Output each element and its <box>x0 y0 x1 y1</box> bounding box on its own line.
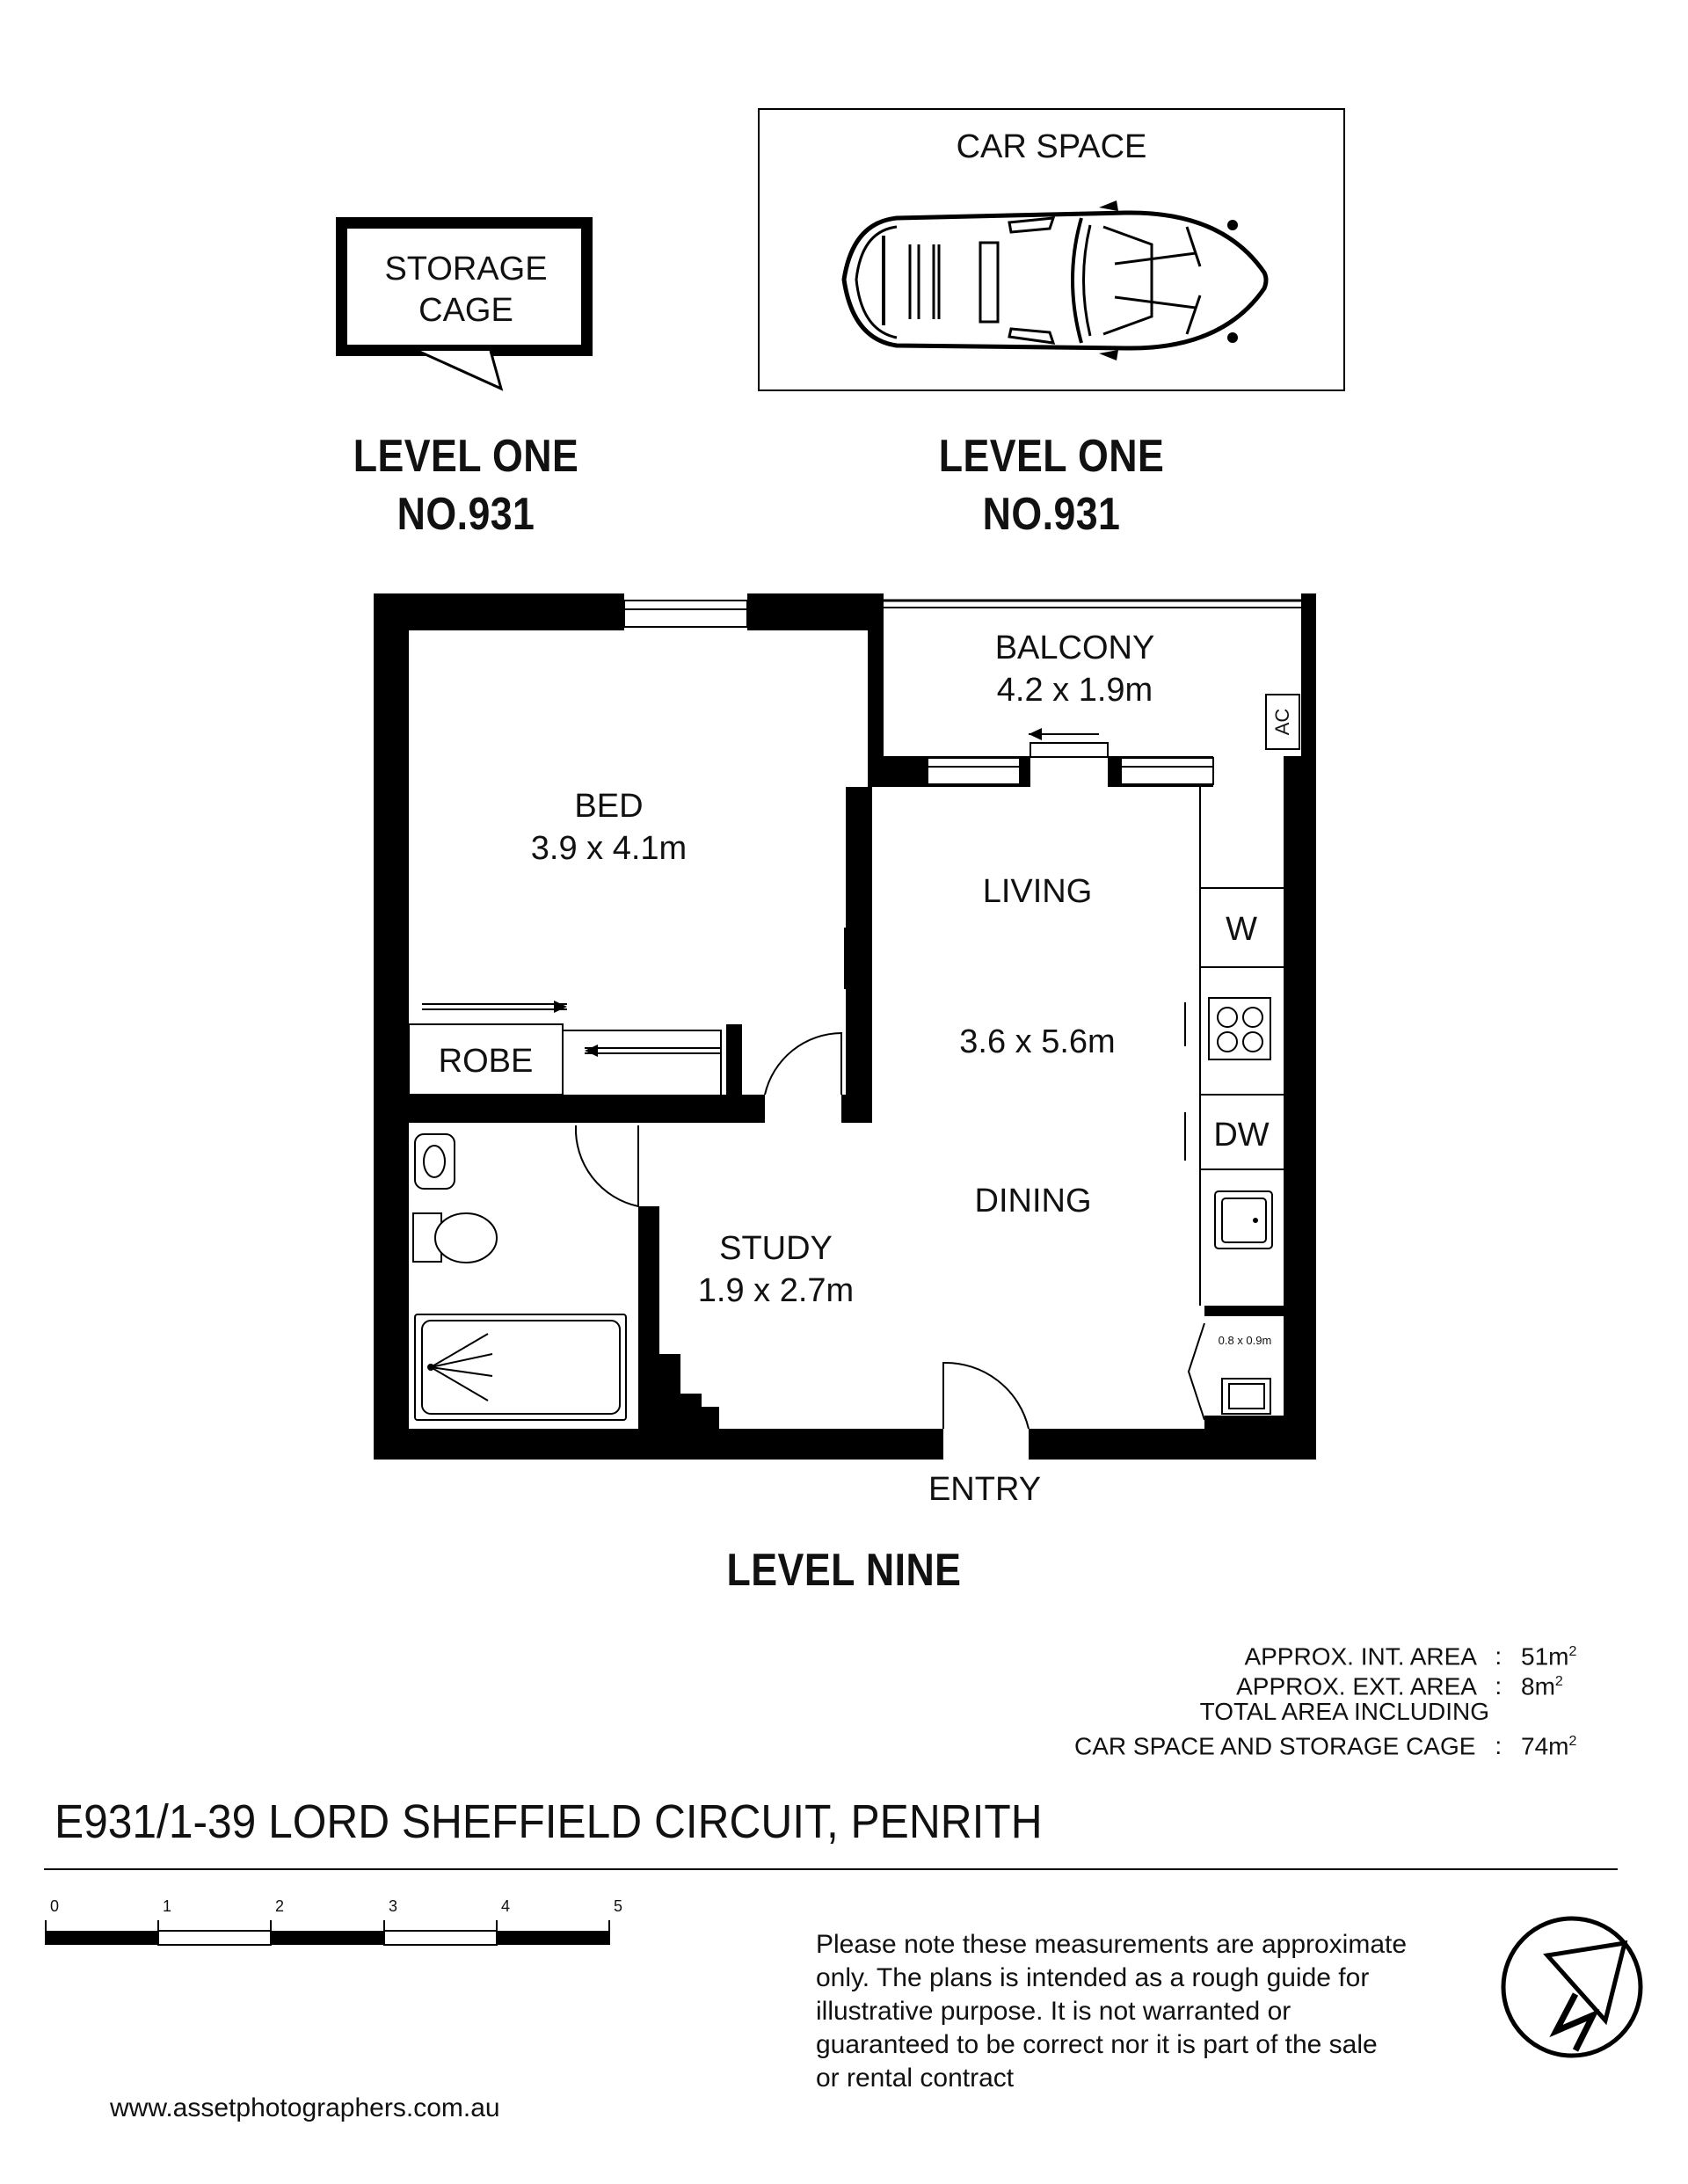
scale-tick-5: 5 <box>613 1897 622 1915</box>
dishwasher-label: DW <box>1213 1117 1270 1154</box>
ext-area-value <box>1521 1667 1582 1701</box>
car-level-title: LEVEL ONE <box>938 431 1165 482</box>
total-area-label-2: CAR SPACE AND STORAGE CAGE <box>1074 1732 1476 1760</box>
bed-size: 3.9 x 4.1m <box>530 830 688 867</box>
total-area-value <box>1521 1727 1582 1761</box>
storage-cage-label-1: STORAGE <box>384 251 548 288</box>
living-size: 3.6 x 5.6m <box>959 1023 1116 1060</box>
robe-label: ROBE <box>438 1043 534 1080</box>
address-title: E931/1-39 LORD SHEFFIELD CIRCUIT, PENRITH <box>55 1795 1043 1848</box>
disclaimer-line-4: guaranteed to be correct nor it is part of the sale <box>816 2030 1378 2059</box>
study-size: 1.9 x 2.7m <box>697 1272 855 1309</box>
ext-area-unit: 2 <box>1554 1674 1563 1689</box>
living-label: LIVING <box>982 873 1093 910</box>
disclaimer-line-3: illustrative purpose. It is not warranted or <box>816 1997 1291 2026</box>
ext-area-label: APPROX. EXT. AREA <box>1236 1672 1476 1700</box>
ac-label: AC <box>1271 708 1293 736</box>
floor-level-title: LEVEL NINE <box>726 1545 962 1596</box>
disclaimer-line-1: Please note these measurements are approximate <box>816 1930 1408 1959</box>
scale-graphic <box>26 1918 642 1954</box>
north-arrow-icon <box>1495 1910 1653 2068</box>
total-area-row <box>1074 1727 1582 1761</box>
int-area-number: 51m <box>1521 1642 1569 1671</box>
total-area-unit: 2 <box>1568 1734 1577 1749</box>
washer-label: W <box>1226 911 1257 948</box>
laundry-size: 0.8 x 0.9m <box>1218 1334 1272 1347</box>
total-area-number: 74m <box>1521 1732 1569 1760</box>
disclaimer-line-2: only. The plans is intended as a rough guide for <box>816 1963 1370 1992</box>
scale-tick-0: 0 <box>49 1897 59 1915</box>
website-link[interactable]: www.assetphotographers.com.au <box>110 2093 500 2122</box>
ext-area-sep: : <box>1495 1672 1502 1700</box>
total-area-label-1: TOTAL AREA INCLUDING <box>1199 1698 1489 1725</box>
int-area-sep: : <box>1495 1642 1502 1671</box>
entry-label: ENTRY <box>928 1471 1042 1508</box>
scale-tick-4: 4 <box>500 1897 510 1915</box>
total-area-sep: : <box>1495 1732 1502 1760</box>
int-area-unit: 2 <box>1568 1644 1577 1659</box>
disclaimer-line-5: or rental contract <box>816 2064 1015 2093</box>
car-number-title: NO.931 <box>982 489 1121 540</box>
car-space-label: CAR SPACE <box>956 128 1147 165</box>
balcony-size: 4.2 x 1.9m <box>996 672 1153 709</box>
scale-tick-1: 1 <box>162 1897 171 1915</box>
scale-tick-3: 3 <box>388 1897 397 1915</box>
study-label: STUDY <box>719 1230 833 1267</box>
scale-bar <box>26 1890 642 1961</box>
dining-label: DINING <box>974 1183 1092 1219</box>
bed-label: BED <box>574 788 644 825</box>
storage-cage-label-2: CAGE <box>418 292 513 329</box>
storage-level-title: LEVEL ONE <box>353 431 579 482</box>
scale-tick-2: 2 <box>274 1897 284 1915</box>
area-summary <box>1055 1637 1582 1769</box>
storage-number-title: NO.931 <box>397 489 535 540</box>
address-rule <box>44 1868 1618 1870</box>
balcony-label: BALCONY <box>994 630 1155 666</box>
int-area-label: APPROX. INT. AREA <box>1244 1642 1476 1671</box>
ext-area-number: 8m <box>1521 1672 1555 1700</box>
disclaimer <box>816 1928 1484 2095</box>
